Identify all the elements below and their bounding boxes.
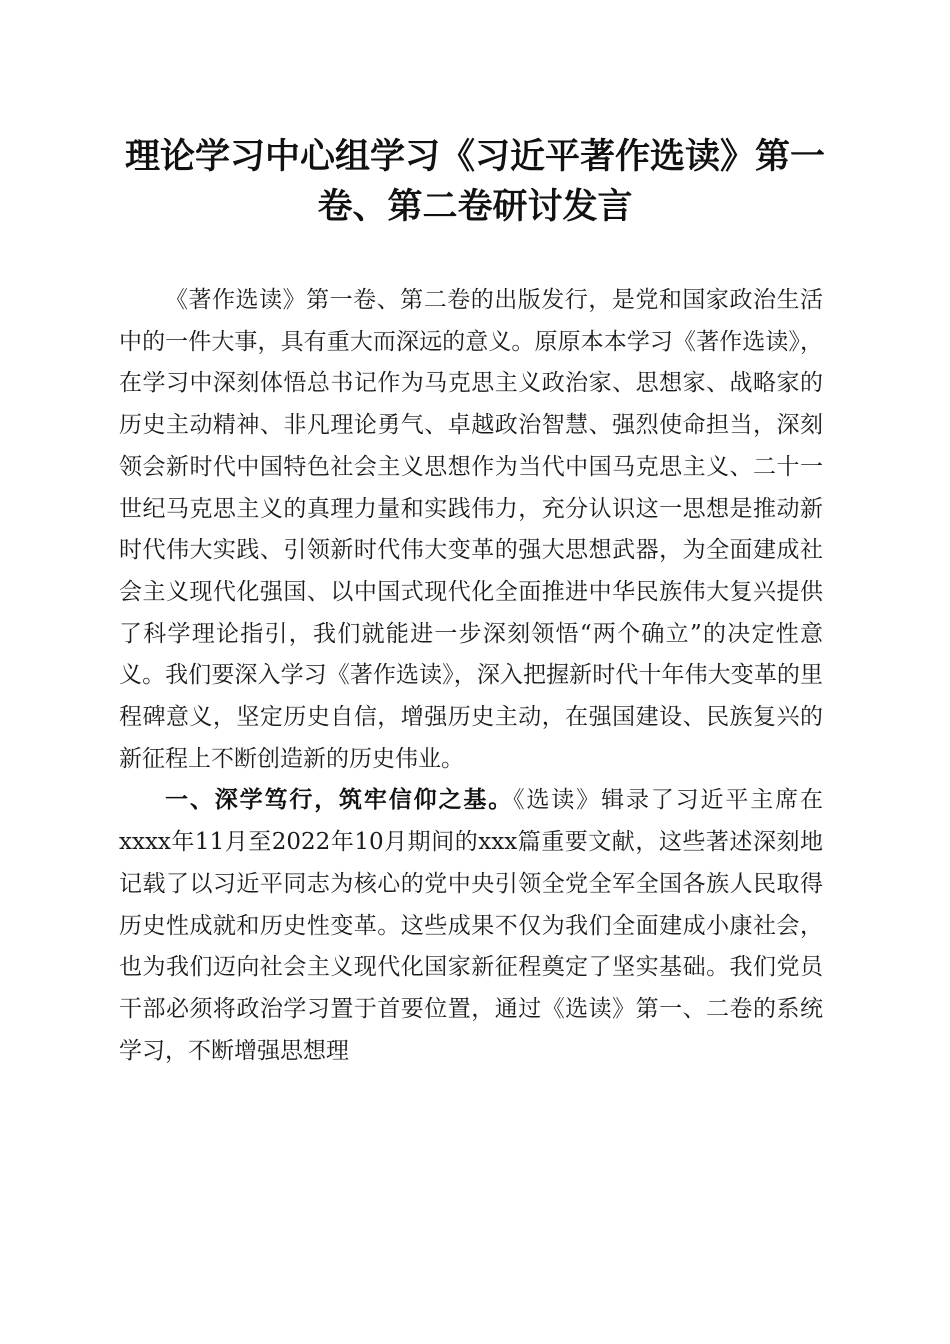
section-heading: 一、深学笃行，筑牢信仰之基。 [165, 787, 514, 814]
paragraph-text: 《选读》辑录了习近平主席在xxxx年11月至2022年10月期间的xxx篇重要文献，这些著述深刻地记载了以习近平同志为核心的党中央引领全党全军全国各族人民取得历史性成就和历史性变革。这些成果不仅为我们全面建成小康社会，也为我们迈向社会主义现代化国家新征程奠定了坚实基础。我们党员干部必须将政治学习置于首要位置，通过《选读》第一、二卷的系统学习，不断增强思想理 [119, 787, 824, 1064]
paragraph-section-1 [119, 780, 823, 1072]
document-title: 理论学习中心组学习《习近平著作选读》第一卷、第二卷研讨发言 [124, 136, 825, 227]
paragraph-text: 《著作选读》第一卷、第二卷的出版发行，是党和国家政治生活中的一件大事，具有重大而深远的意义。原原本本学习《著作选读》，在学习中深刻体悟总书记作为马克思主义政治家、思想家、战略家的历史主动精神、非凡理论勇气、卓越政治智慧、强烈使命担当，深刻领会新时代中国特色社会主义思想作为当代中国马克思主义、二十一世纪马克思主义的真理力量和实践伟力，充分认识这一思想是推动新时代伟大实践、引领新时代伟大变革的强大思想武器，为全面建成社会主义现代化强国、以中国式现代化全面推进中华民族伟大复兴提供了科学理论指引，我们就能进一步深刻领悟“两个确立”的决定性意义。我们要深入学习《著作选读》，深入把握新时代十年伟大变革的里程碑意义，坚定历史自信，增强历史主动，在强国建设、民族复兴的新征程上不断创造新的历史伟业。 [119, 287, 823, 772]
paragraph-intro [119, 280, 823, 780]
document-body [119, 280, 823, 1072]
